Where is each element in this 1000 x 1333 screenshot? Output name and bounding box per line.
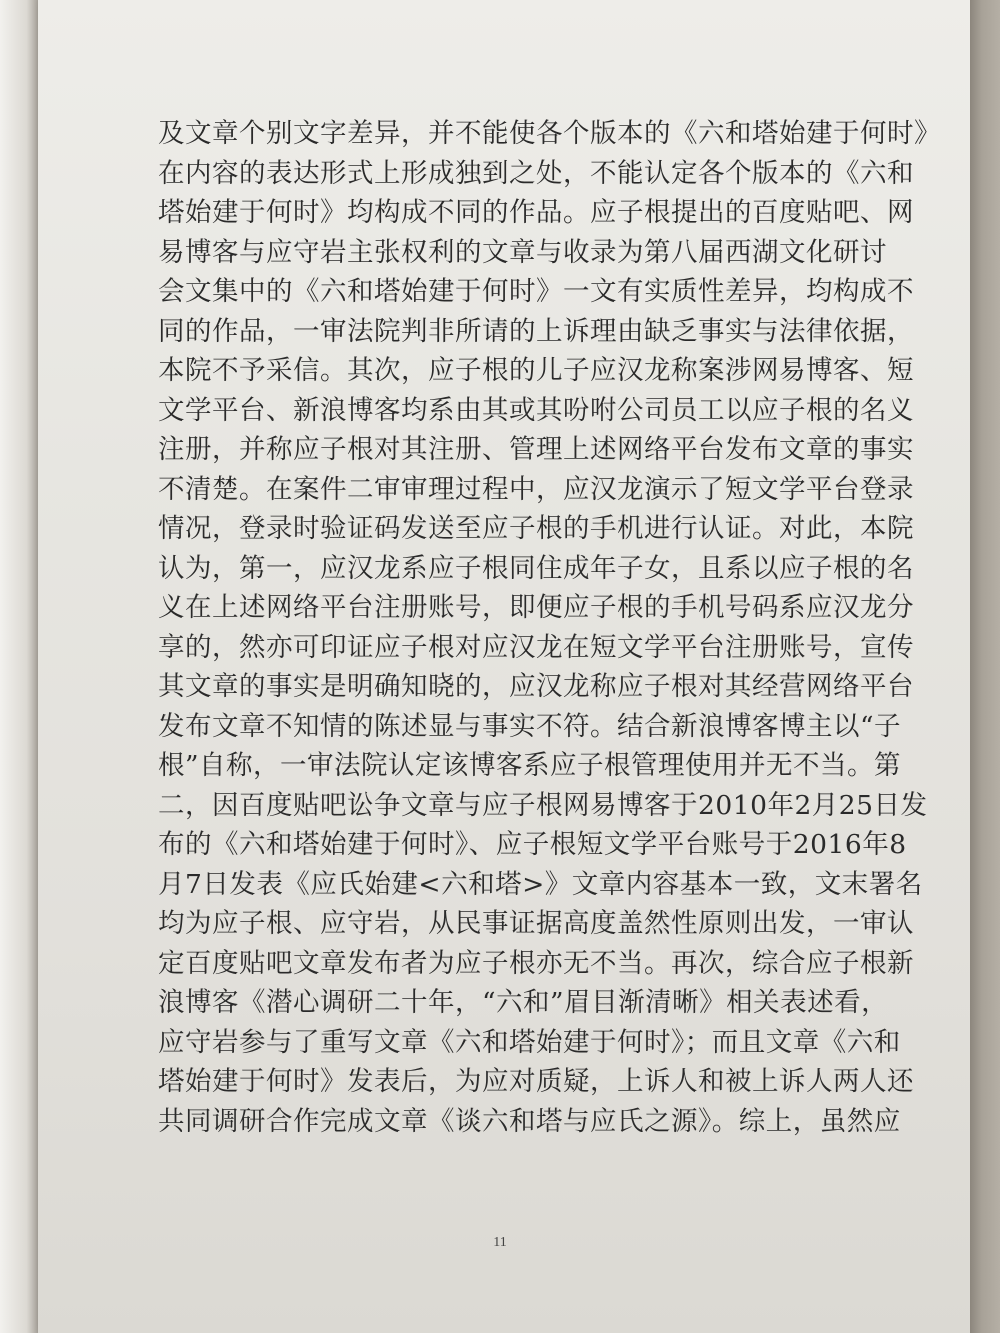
text-line: 文学平台、新浪博客均系由其或其吩咐公司员工以应子根的名义: [158, 394, 914, 426]
text-line: 会文集中的《六和塔始建于何时》一文有实质性差异，均构成不: [158, 276, 914, 307]
text-line: 本院不予采信。其次，应子根的儿子应汉龙称案涉网易博客、短: [158, 355, 914, 386]
text-line: 均为应子根、应守岩，从民事证据高度盖然性原则出发，一审认: [158, 908, 914, 939]
text-line: 同的作品，一审法院判非所请的上诉理由缺乏事实与法律依据，: [158, 315, 914, 347]
text-line: 义在上述网络平台注册账号，即便应子根的手机号码系应汉龙分: [158, 592, 914, 623]
body-text: [158, 114, 941, 1141]
text-line: 注册，并称应子根对其注册、管理上述网络平台发布文章的事实: [158, 434, 914, 465]
text-line: 塔始建于何时》均构成不同的作品。应子根提出的百度贴吧、网: [158, 197, 914, 228]
text-line: 认为，第一，应汉龙系应子根同住成年子女，且系以应子根的名: [158, 552, 914, 584]
text-line: 浪博客《潜心调研二十年，“六和”眉目渐清晰》相关表述看，: [158, 987, 889, 1018]
text-line: 在内容的表达形式上形成独到之处，不能认定各个版本的《六和: [158, 157, 914, 189]
text-line: 其文章的事实是明确知晓的，应汉龙称应子根对其经营网络平台: [158, 671, 914, 702]
previous-page-edge: [0, 0, 38, 1333]
background-surface: [970, 0, 1000, 1333]
text-line: 情况，登录时验证码发送至应子根的手机进行认证。对此，本院: [158, 513, 914, 544]
text-line: 及文章个别文字差异，并不能使各个版本的《六和塔始建于何时》: [158, 118, 941, 149]
text-line: 布的《六和塔始建于何时》、应子根短文学平台账号于2016年8: [158, 829, 907, 860]
text-line: 共同调研合作完成文章《谈六和塔与应氏之源》。综上，虽然应: [158, 1105, 901, 1137]
text-line: 二，因百度贴吧讼争文章与应子根网易博客于2010年2月25日发: [158, 789, 928, 821]
text-line: 发布文章不知情的陈述显与事实不符。结合新浪博客博主以“子: [158, 710, 902, 742]
text-line: 塔始建于何时》发表后，为应对质疑，上诉人和被上诉人两人还: [158, 1066, 914, 1097]
text-line: 易博客与应守岩主张权利的文章与收录为第八届西湖文化研讨: [158, 236, 887, 268]
text-line: 不清楚。在案件二审审理过程中，应汉龙演示了短文学平台登录: [158, 473, 914, 505]
text-line: 应守岩参与了重写文章《六和塔始建于何时》；而且文章《六和: [158, 1026, 901, 1058]
text-line: 根”自称，一审法院认定该博客系应子根管理使用并无不当。第: [158, 750, 902, 781]
page-number: 11: [493, 1235, 507, 1250]
text-line: 月7日发表《应氏始建<六和塔>》文章内容基本一致，文末署名: [158, 868, 923, 900]
text-line: 享的，然亦可印证应子根对应汉龙在短文学平台注册账号，宣传: [158, 631, 914, 663]
text-line: 定百度贴吧文章发布者为应子根亦无不当。再次，综合应子根新: [158, 947, 914, 979]
